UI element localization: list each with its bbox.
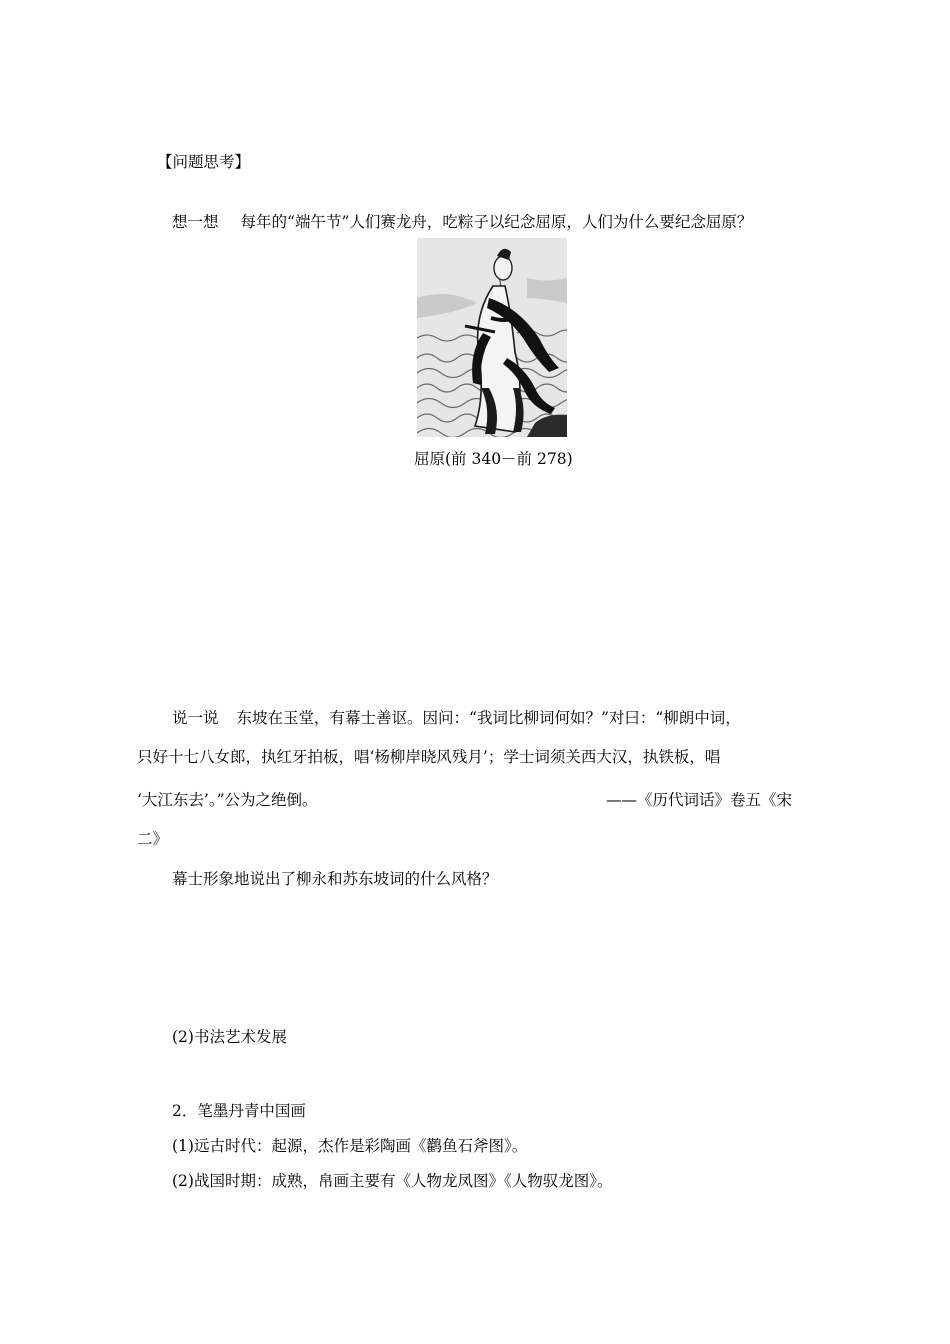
discuss-question: 幕士形象地说出了柳永和苏东坡词的什么风格？ bbox=[172, 870, 498, 888]
discuss-line-3: ‘大江东去’。”公为之绝倒。 bbox=[137, 791, 318, 809]
figure-caption: 屈原(前 340－前 278) bbox=[414, 450, 573, 468]
discuss-source-b: 二》 bbox=[137, 830, 169, 848]
discuss-line-2: 只好十七八女郎，执红牙拍板，唱‘杨柳岸晓风残月’；学士词须关西大汉，执铁板，唱 bbox=[137, 748, 721, 766]
painting-item-1: (1)远古时代：起源，杰作是彩陶画《鹳鱼石斧图》。 bbox=[172, 1137, 528, 1155]
qu-yuan-portrait bbox=[417, 238, 567, 437]
discuss-label: 说一说 bbox=[172, 709, 219, 727]
discuss-line-1 bbox=[172, 708, 741, 728]
think-question: 每年的“端午节”人们赛龙舟，吃粽子以纪念屈原，人们为什么要纪念屈原？ bbox=[240, 213, 753, 231]
discuss-source-a: ——《历代词话》卷五《宋 bbox=[606, 791, 793, 809]
think-label: 想一想 bbox=[172, 213, 219, 231]
painting-heading: 2．笔墨丹青中国画 bbox=[172, 1102, 306, 1120]
calligraphy-heading: (2)书法艺术发展 bbox=[172, 1028, 287, 1046]
painting-item-2: (2)战国时期：成熟，帛画主要有《人物龙凤图》《人物驭龙图》。 bbox=[172, 1172, 613, 1190]
discuss-text-1: 东坡在玉堂，有幕士善讴。因问：“我词比柳词何如？”对曰：“柳朗中词， bbox=[236, 709, 741, 727]
think-prompt bbox=[172, 212, 752, 232]
section-heading: 【问题思考】 bbox=[157, 153, 251, 171]
